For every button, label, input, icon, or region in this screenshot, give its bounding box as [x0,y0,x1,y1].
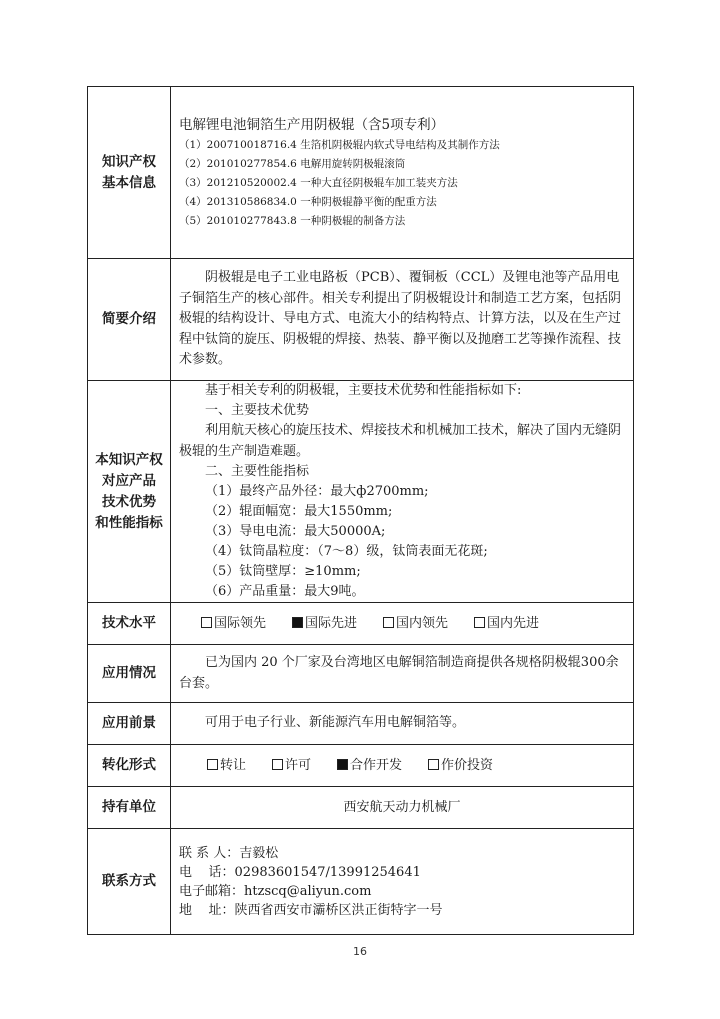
intro-text: 阴极辊是电子工业电路板（PCB）、覆铜板（CCL）及锂电池等产品用电子铜箔生产的核心部件。相关专利提出了阴极辊设计和制造工艺方案，包括阴极辊的结构设计、导电方式、电流大小的结构特点、计算方法，以及在生产过程中钛筒的旋压、阴极辊的焊接、热装、静平衡以及抛磨工艺等操作流程、技术参数。 [179,270,622,368]
label-holder: 持有单位 [88,787,171,829]
contact-phone: 02983601547/13991254641 [234,864,421,880]
transfer-option-4[interactable]: 作价投资 [428,756,493,776]
transfer-options [179,756,625,776]
label-advantages-line-2: 对应产品 [102,472,156,489]
contact-email: htzscq@aliyun.com [244,883,372,899]
tech-info-table [87,86,634,935]
label-contact: 联系方式 [88,829,171,935]
label-advantages-line-1: 本知识产权 [95,451,163,468]
contact-phone-line [179,863,625,882]
checkbox-icon [201,617,212,628]
contact-person-label: 联 系 人： [179,845,240,861]
label-prospect: 应用前景 [88,703,171,745]
advantages-intro: 基于相关专利的阴极辊，主要技术优势和性能指标如下: [205,383,522,398]
tech-level-option-4[interactable]: 国内先进 [474,614,539,634]
cell-prospect [171,703,634,745]
contact-address-label: 地 址： [179,902,235,918]
row-ip-info [88,87,634,259]
advantages-section1-title: 一、主要技术优势 [205,403,310,418]
checkbox-icon [272,759,283,770]
application-text: 已为国内 20 个厂家及台湾地区电解铜箔制造商提供各规格阴极辊300余台套。 [179,655,619,691]
cell-transfer [171,745,634,787]
patent-item-1: （1）200710018716.4 生箔机阴极辊内软式导电结构及其制作方法 [179,139,500,151]
transfer-option-2[interactable]: 许可 [272,756,311,776]
label-advantages [88,381,171,603]
tech-level-option-2[interactable]: 国际先进 [292,614,357,634]
label-transfer: 转化形式 [88,745,171,787]
contact-email-label: 电子邮箱： [179,883,245,899]
advantages-section1-text: 利用航天核心的旋压技术、焊接技术和机械加工技术，解决了国内无缝阴极辊的生产制造难题。 [179,423,622,459]
row-prospect [88,703,634,745]
tech-level-options [179,614,625,634]
row-tech-level [88,603,634,645]
label-advantages-line-4: 和性能指标 [95,514,163,531]
label-ip-info-line-2: 基本信息 [102,174,156,191]
advantages-section2-title: 二、主要性能指标 [205,464,310,479]
page-number: 16 [353,945,367,958]
transfer-option-3[interactable]: 合作开发 [337,756,402,776]
metric-item-3: （3）导电电流：最大50000A; [205,524,386,539]
metric-item-6: （6）产品重量：最大9吨。 [205,584,365,599]
label-tech-level: 技术水平 [88,603,171,645]
label-ip-info [88,87,171,259]
row-application [88,645,634,703]
checkbox-icon [383,617,394,628]
cell-contact [171,829,634,935]
label-ip-info-line-1: 知识产权 [102,153,156,170]
patent-item-5: （5）201010277843.8 一种阴极辊的制备方法 [179,215,406,227]
checkbox-checked-icon [292,617,303,628]
transfer-option-1[interactable]: 转让 [207,756,246,776]
patent-item-3: （3）201210520002.4 一种大直径阴极辊车加工装夹方法 [179,177,458,189]
label-advantages-line-3: 技术优势 [102,493,156,510]
checkbox-icon [474,617,485,628]
row-transfer [88,745,634,787]
cell-advantages [171,381,634,603]
checkbox-checked-icon [337,759,348,770]
contact-phone-label: 电 话： [179,864,235,880]
row-contact [88,829,634,935]
patent-item-4: （4）201310586834.0 一种阴极辊静平衡的配重方法 [179,196,437,208]
contact-email-line [179,882,625,901]
prospect-text: 可用于电子行业、新能源汽车用电解铜箔等。 [205,715,466,731]
checkbox-icon [207,759,218,770]
checkbox-icon [428,759,439,770]
cell-intro [171,259,634,381]
metric-item-2: （2）辊面幅宽：最大1550mm; [205,504,393,519]
ip-title: 电解锂电池铜箔生产用阴极辊（含5项专利） [179,117,445,133]
contact-address-line [179,901,625,920]
metric-item-1: （1）最终产品外径：最大ф2700mm; [205,484,429,499]
metric-item-4: （4）钛筒晶粒度：（7～8）级，钛筒表面无花斑; [205,544,488,559]
contact-person: 吉毅松 [239,845,279,861]
contact-address: 陕西省西安市灞桥区洪正街特字一号 [234,902,443,918]
cell-ip-info [171,87,634,259]
contact-person-line [179,844,625,863]
tech-level-option-3[interactable]: 国内领先 [383,614,448,634]
metric-item-5: （5）钛筒壁厚：≥10mm; [205,564,361,579]
row-advantages [88,381,634,603]
label-intro: 简要介绍 [88,259,171,381]
holder-text: 西安航天动力机械厂 [171,787,634,829]
cell-application [171,645,634,703]
label-application: 应用情况 [88,645,171,703]
patent-item-2: （2）201010277854.6 电解用旋转阴极辊滚筒 [179,158,406,170]
tech-level-option-1[interactable]: 国际领先 [201,614,266,634]
cell-tech-level [171,603,634,645]
row-intro [88,259,634,381]
row-holder [88,787,634,829]
